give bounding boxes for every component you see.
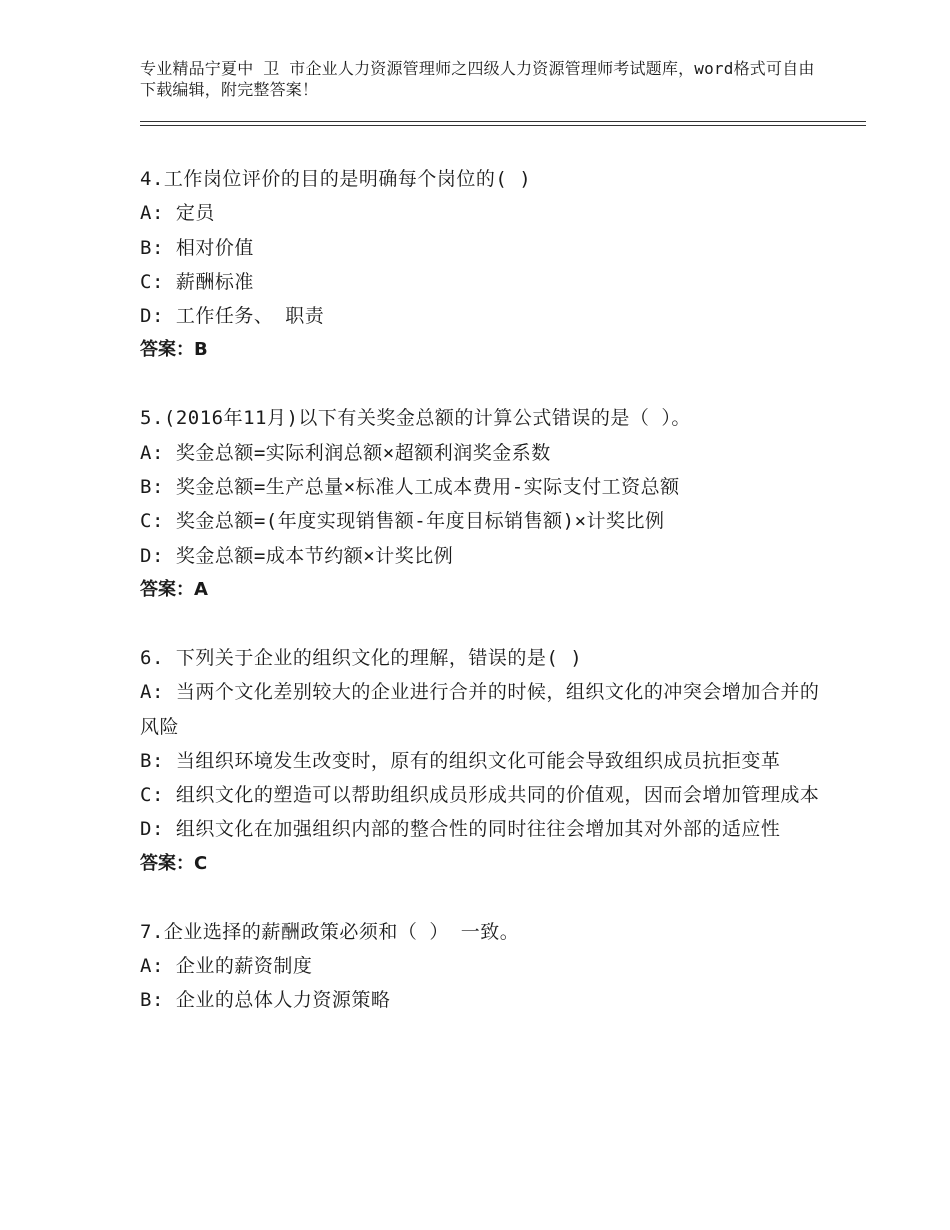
header-divider (140, 121, 866, 122)
option-c: C: 组织文化的塑造可以帮助组织成员形成共同的价值观，因而会增加管理成本 (140, 784, 820, 807)
question-list (140, 162, 820, 1052)
option-b: B: 当组织环境发生改变时，原有的组织文化可能会导致组织成员抗拒变革 (140, 749, 781, 772)
question-stem: 6. 下列关于企业的组织文化的理解，错误的是( ) (140, 646, 583, 669)
option-b: B: 奖金总额=生产总量×标准人工成本费用-实际支付工资总额 (140, 476, 680, 499)
answer-label: 答案：B (140, 339, 208, 361)
option-a: A: 奖金总额=实际利润总额×超额利润奖金系数 (140, 441, 551, 464)
option-c: C: 奖金总额=(年度实现销售额-年度目标销售额)×计奖比例 (140, 510, 665, 533)
option-b: B: 相对价值 (140, 236, 254, 259)
option-d: D: 工作任务、 职责 (140, 305, 325, 328)
option-b: B: 企业的总体人力资源策略 (140, 989, 391, 1012)
answer-label: 答案：C (140, 852, 208, 874)
question-7 (140, 915, 820, 1018)
question-6 (140, 641, 820, 881)
option-a: A: 当两个文化差别较大的企业进行合并的时候，组织文化的冲突会增加合并的风险 (140, 681, 820, 738)
option-c: C: 薪酬标准 (140, 270, 254, 293)
option-d: D: 奖金总额=成本节约额×计奖比例 (140, 544, 454, 567)
question-stem: 7.企业选择的薪酬政策必须和（ ） 一致。 (140, 920, 520, 943)
option-a: A: 定员 (140, 202, 215, 225)
question-4 (140, 162, 820, 367)
question-stem: 4.工作岗位评价的目的是明确每个岗位的( ) (140, 168, 532, 190)
option-a: A: 企业的薪资制度 (140, 955, 313, 978)
question-stem: 5.(2016年11月)以下有关奖金总额的计算公式错误的是（ ）。 (140, 407, 691, 430)
option-d: D: 组织文化在加强组织内部的整合性的同时往往会增加其对外部的适应性 (140, 818, 781, 841)
answer-label: 答案：A (140, 578, 208, 600)
question-5 (140, 401, 820, 606)
document-header: 专业精品宁夏中 卫 市企业人力资源管理师之四级人力资源管理师考试题库，word格式可自由下载编辑，附完整答案！ (140, 59, 815, 99)
header-divider-second (140, 125, 866, 126)
